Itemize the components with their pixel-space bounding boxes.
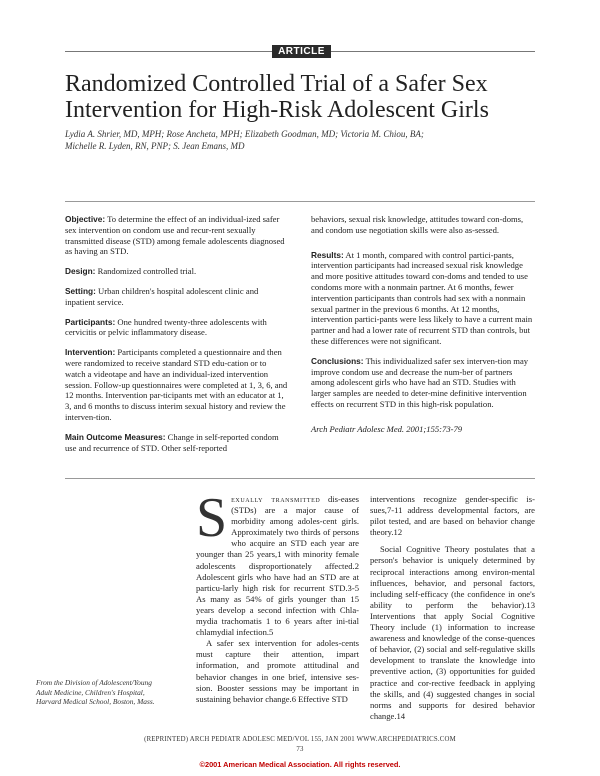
results-section bbox=[311, 250, 535, 347]
header-rule-left bbox=[65, 51, 272, 52]
authors-line-1: Lydia A. Shrier, MD, MPH; Rose Ancheta, MPH; Elizabeth Goodman, MD; Victoria M. Chiou, BA; bbox=[65, 129, 424, 139]
intervention-section bbox=[65, 347, 289, 423]
intro-paragraph-2: A safer sex intervention for adoles-cents must capture their attention, impart information, and promote attitudinal and behavior changes in one brief, intensive ses-sion. Booster sessions may be important in sustaining behavior change.6 Effective STD bbox=[196, 638, 359, 704]
author-list bbox=[65, 129, 535, 152]
intro-paragraph-1 bbox=[196, 487, 359, 638]
outcome-text: Change in self-reported condom use and recurrence of STD. Other self-reported bbox=[65, 431, 279, 453]
results-label: Results: bbox=[311, 249, 344, 260]
body-column-1 bbox=[196, 487, 359, 705]
author-affiliation: From the Division of Adolescent/Young Adult Medicine, Children's Hospital, Harvard Medical School, Boston, Mass. bbox=[36, 678, 155, 707]
intro-paragraph-1-text: dis-eases (STDs) are a major cause of morbidity among adoles-cent girls. Approximately two thirds of persons who acquire an STD each year are younger than 25 years,1 with minority female adolescents disproportionately affected.2 Adolescent girls who have had an STD are at particu-larly high risk for recurrent STD.3-5 As many as 54% of girls younger than 15 years develop a second infection with Chla-mydia trachomatis 1 to 6 years after ini-tial chlamydial infection.5 bbox=[196, 494, 359, 638]
design-section bbox=[65, 266, 289, 277]
objective-section bbox=[65, 214, 289, 257]
results-text: At 1 month, compared with control partici-pants, intervention participants had increased sexual risk knowledge and more positive attitudes toward con-doms and tended to use condoms more with a nonmain partner. At 6 months, fewer intervention participants than controls had sex with a nonmain sexual partner in the previous 6 months. At 12 months, intervention partici-pants were less likely to have a current main partner and had a lower rate of recurrent STD than controls, but these differences were not significant. bbox=[311, 249, 533, 346]
journal-citation: Arch Pediatr Adolesc Med. 2001;155:73-79 bbox=[311, 423, 463, 434]
setting-label: Setting: bbox=[65, 285, 96, 296]
conclusions-section bbox=[311, 356, 535, 410]
setting-section bbox=[65, 286, 289, 308]
intervention-text: Participants completed a questionnaire and then were randomized to receive standard STD edu-cation or to watch a videotape and have an individual-ized intervention session. Follow-up questionnaires were completed at 1, 3, 6, and 12 months. Intervention par-ticipants met with an educator at 1, 3, and 6 months to discuss interim sexual history and review the interven-tion. bbox=[65, 347, 288, 422]
participants-label: Participants: bbox=[65, 316, 116, 327]
design-text: Randomized controlled trial. bbox=[97, 266, 197, 277]
objective-text: To determine the effect of an individual-ized safer sex intervention on condom use and recur-rent sexually transmitted disease (STD) among female adolescents diagnosed as having an STD. bbox=[65, 214, 285, 257]
body-paragraph-continued: interventions recognize gender-specific is-sues,7-11 address developmental factors, are pilot tested, and are based on behavior change theory.12 bbox=[370, 494, 535, 538]
participants-text: One hundred twenty-three adolescents with cervicitis or pelvic inflammatory disease. bbox=[65, 316, 267, 338]
abstract-right-column bbox=[311, 214, 535, 444]
conclusions-label: Conclusions: bbox=[311, 355, 364, 366]
outcome-continued: behaviors, sexual risk knowledge, attitudes toward con-doms, and condom use negotiation skills were also as-sessed. bbox=[311, 214, 524, 235]
outcome-label: Main Outcome Measures: bbox=[65, 431, 166, 442]
intervention-label: Intervention: bbox=[65, 347, 116, 358]
participants-section bbox=[65, 317, 289, 339]
authors-line-2: Michelle R. Lyden, RN, PNP; S. Jean Emans, MD bbox=[65, 140, 245, 151]
social-cognitive-paragraph: Social Cognitive Theory postulates that a person's behavior is uniquely determined by reciprocal interactions among environ-mental influences, behavior, and personal factors, including self-efficacy (the confidence in one's ability to perform the behavior).13 Interventions that apply Social Cognitive Theory include (1) information to increase awareness and knowledge of the conse-quences of behavior, (2) social and self-regulative skills development to translate the knowledge into preventive action, (3) opportunities for guided practice and cor-rective feedback in applying the skills, and (4) suggested changes in social norms and supports for desired behavior change.14 bbox=[370, 544, 535, 721]
article-title bbox=[65, 71, 545, 123]
page-footer: (REPRINTED) ARCH PEDIATR ADOLESC MED/VOL 155, JAN 2001 WWW.ARCHPEDIATRICS.COM bbox=[144, 736, 456, 743]
conclusions-text: This individualized safer sex interven-tion may improve condom use and decrease the num-ber of partners among adolescent girls who have had an STD. Studies with larger samples are needed to deter-mine definitive intervention effects on recurrent STD in this high-risk population. bbox=[311, 355, 529, 409]
body-column-2 bbox=[370, 494, 535, 722]
title-line-2: Intervention for High-Risk Adolescent Girls bbox=[65, 97, 489, 123]
outcome-section bbox=[65, 432, 289, 454]
copyright-notice: ©2001 American Medical Association. All rights reserved. bbox=[199, 760, 401, 769]
article-type-label: ARTICLE bbox=[272, 45, 331, 58]
abstract-bottom-rule bbox=[65, 478, 535, 479]
drop-cap: S bbox=[196, 487, 228, 549]
opening-small-caps: exually transmitted bbox=[231, 494, 321, 504]
setting-text: Urban children's hospital adolescent clinic and inpatient service. bbox=[65, 285, 259, 307]
title-line-1: Randomized Controlled Trial of a Safer Sex bbox=[65, 71, 488, 97]
design-label: Design: bbox=[65, 266, 96, 277]
objective-label: Objective: bbox=[65, 214, 106, 224]
abstract-top-rule bbox=[65, 201, 535, 202]
header-rule-right bbox=[331, 51, 535, 52]
page-number: 73 bbox=[296, 746, 304, 753]
abstract-left-column bbox=[65, 214, 289, 462]
